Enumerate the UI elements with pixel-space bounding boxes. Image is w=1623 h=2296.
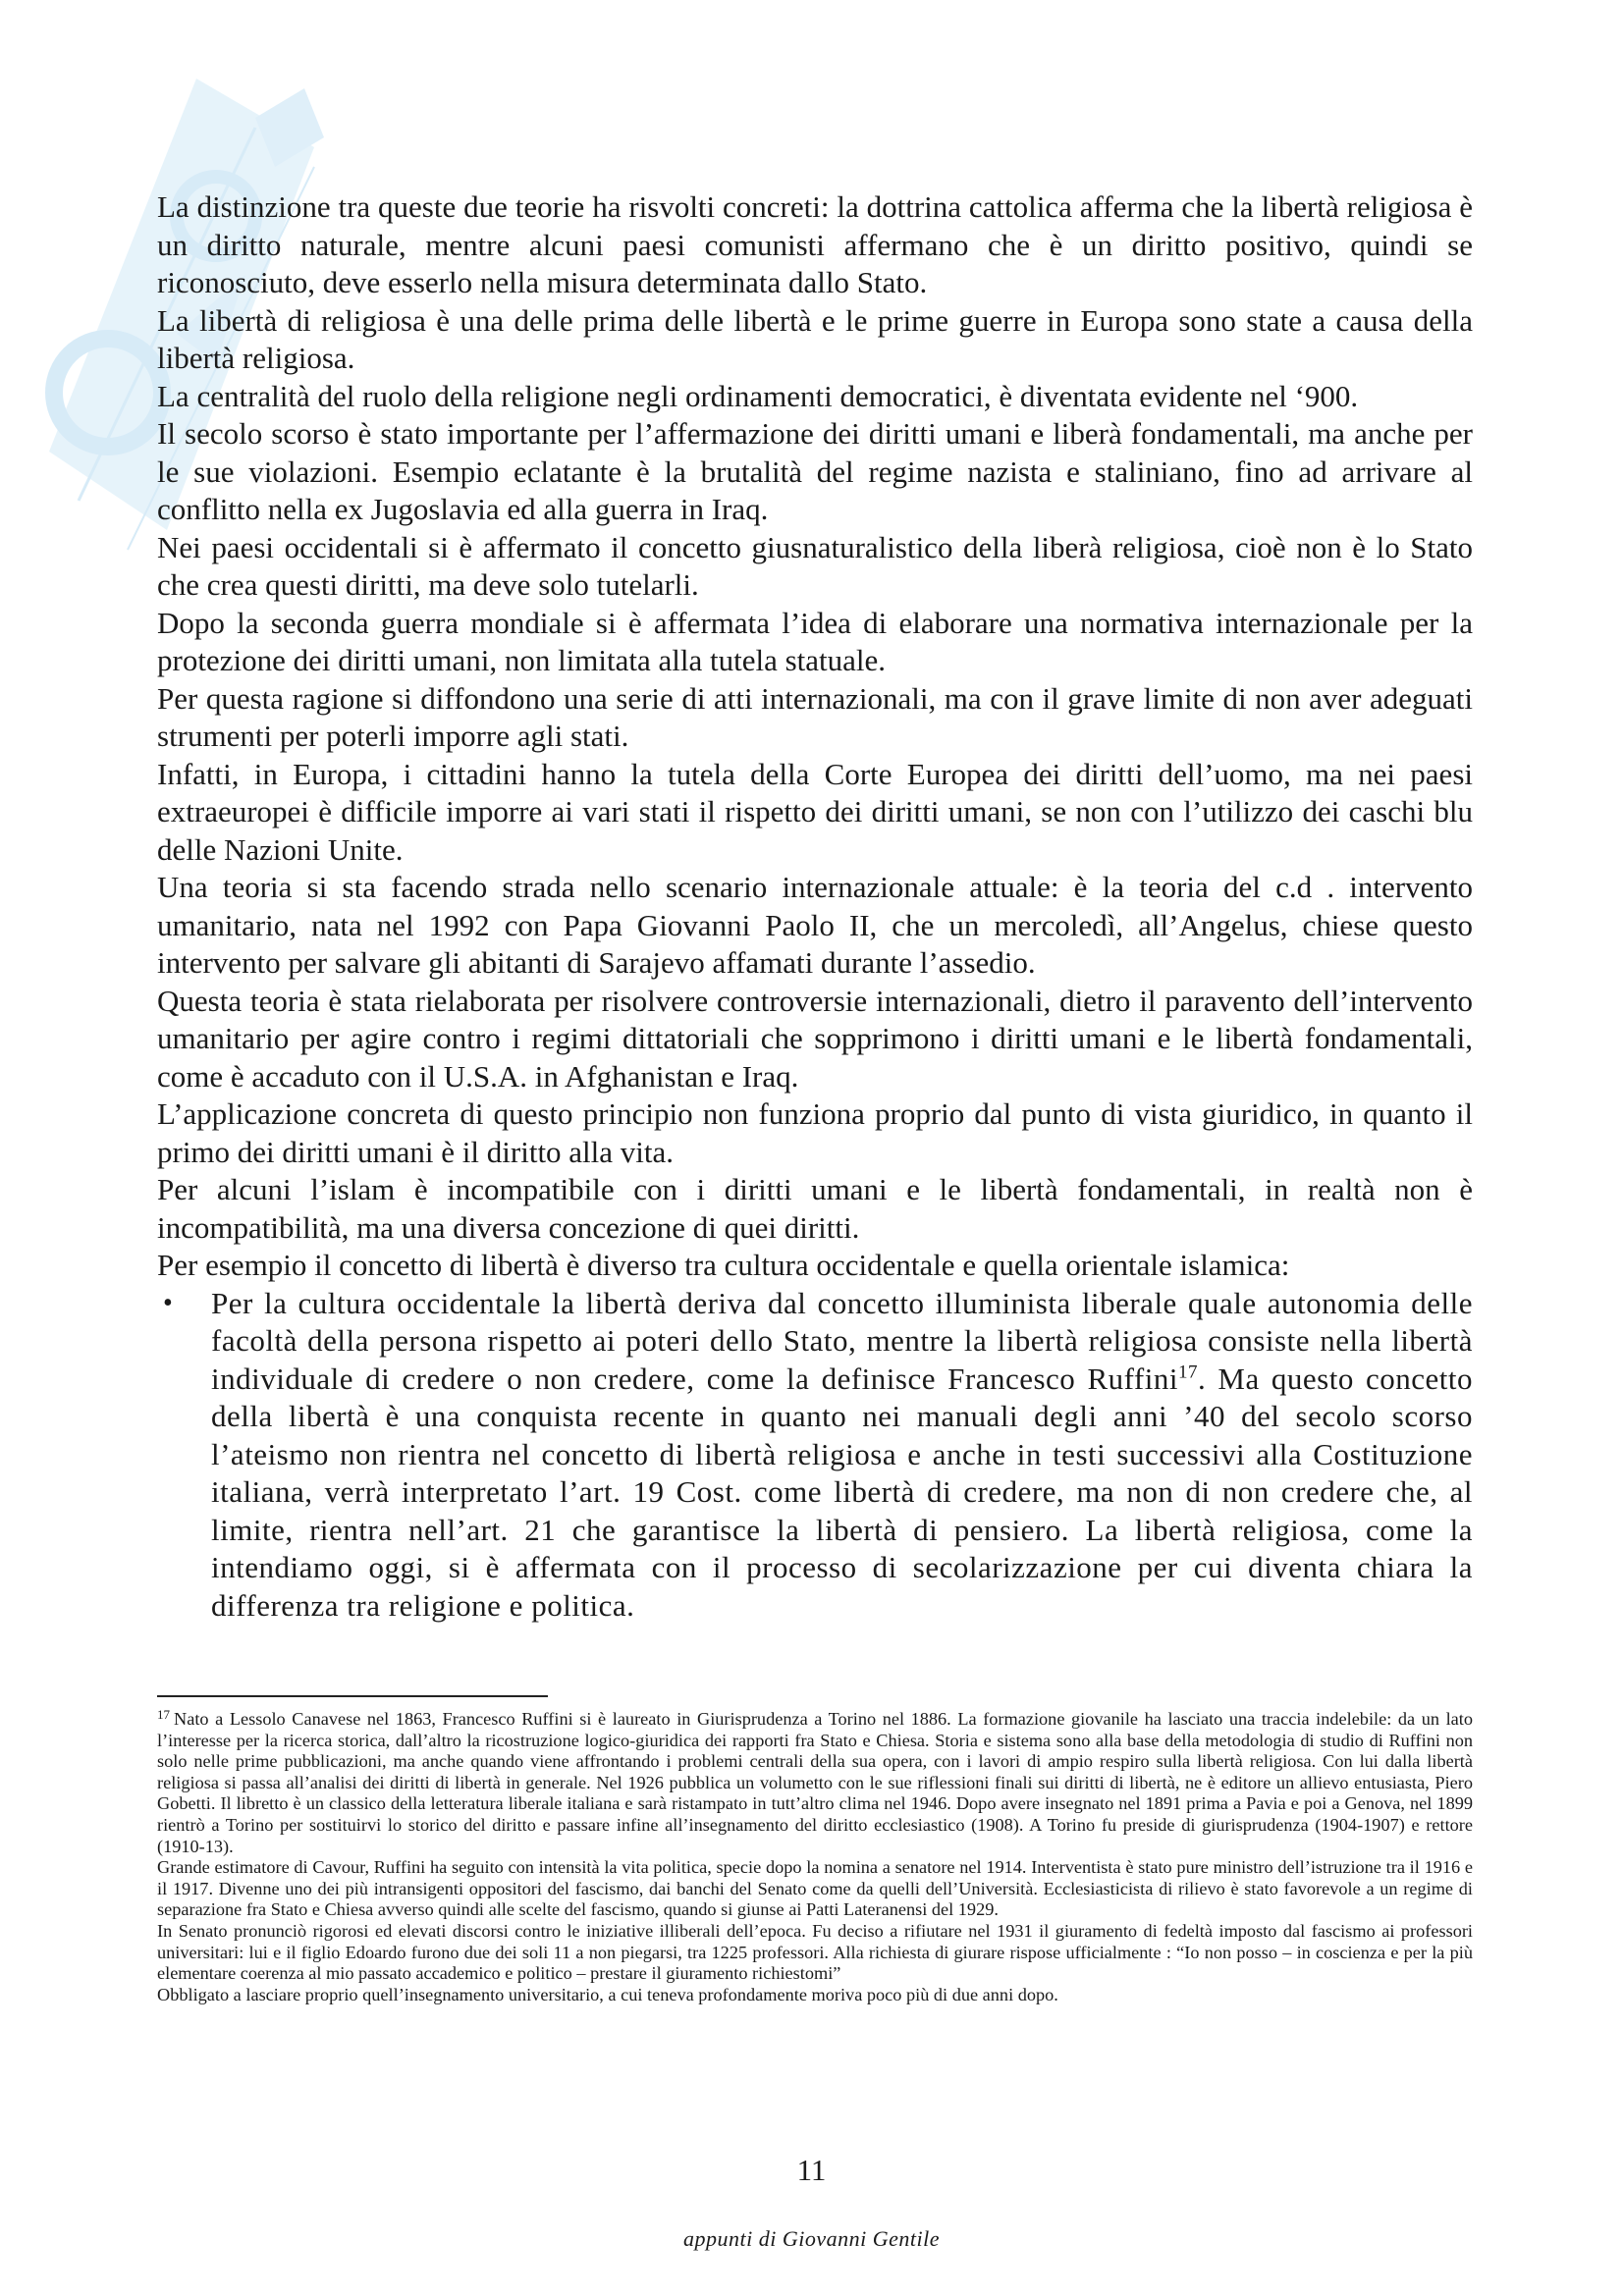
- bullet-text-part: . Ma questo concetto della libertà è una conquista recente in quanto nei manuali degli anni ’40 del secolo scorso l’ateismo non rientra nel concetto di libertà religiosa e anche in testi successivi alla Costituzione italiana, verrà interpretato l’art. 19 Cost. come libertà di credere, ma non di non credere che, al limite, rientra nell’art. 21 che garantisce la libertà di pensiero. La libertà religiosa, come la intendiamo oggi, si è affermata con il processo di secolarizzazione per cui diventa chiara la differenza tra religione e politica.: [211, 1361, 1473, 1623]
- paragraph: L’applicazione concreta di questo principio non funziona proprio dal punto di vista giuridico, in quanto il primo dei diritti umani è il diritto alla vita.: [157, 1096, 1473, 1169]
- footnote-paragraph: Grande estimatore di Cavour, Ruffini ha seguito con intensità la vita politica, specie dopo la nomina a senatore nel 1914. Interventista è stato pure ministro dell’istruzione tra il 1916 e il 1917. Divenne uno dei più intransigenti oppositori del fascismo, dai banchi del Senato come da quelli dell’Università. Ecclesiasticista di rilievo è stato favorevole a un regime di separazione fra Stato e Chiesa avverso quindi alle scelte del fascismo, quando si giunse ai Patti Lateranensi del 1929.: [157, 1857, 1473, 1920]
- paragraph: La distinzione tra queste due teorie ha risvolti concreti: la dottrina cattolica afferma che la libertà religiosa è un diritto naturale, mentre alcuni paesi comunisti affermano che è un diritto positivo, quindi se riconosciuto, deve esserlo nella misura determinata dallo Stato.: [157, 189, 1473, 299]
- bullet-text: [211, 1285, 1473, 1626]
- paragraph: Dopo la seconda guerra mondiale si è affermata l’idea di elaborare una normativa internazionale per la protezione dei diritti umani, non limitata alla tutela statuale.: [157, 605, 1473, 677]
- footnote-paragraph: [157, 1704, 1473, 1857]
- main-text: [157, 188, 1473, 1625]
- footnote-text: Nato a Lessolo Canavese nel 1863, Francesco Ruffini si è laureato in Giurisprudenza a Torino nel 1886. La formazione giovanile ha lasciato una traccia indelebile: da un lato l’interesse per la ricerca storica, dall’altro la ricostruzione logico-giuridica dei rapporti fra Stato e Chiesa. Storia e sistema sono alla base della metodologia di studio di Ruffini non solo nelle prime pubblicazioni, ma anche quando viene affrontando i problemi centrali della sua opera, con i lavori di ampio respiro sulla libertà religiosa. Con lui dalla libertà religiosa si passa all’analisi dei diritti di libertà in generale. Nel 1926 pubblica un volumetto con le sue riflessioni finali sui diritti di libertà, ne è editore un allievo entusiasta, Piero Gobetti. Il libretto è un classico della letteratura liberale italiana e sarà ristampato in tutt’altro clima nel 1946. Dopo avere insegnato nel 1891 prima a Pavia e poi a Genova, nel 1899 rientrò a Torino per sostituirvi lo storico del diritto e passare infine all’insegnamento del diritto ecclesiastico (1908). A Torino fu preside di giurisprudenza (1904-1907) e rettore (1910-13).: [157, 1709, 1473, 1856]
- bullet-text-part: Per la cultura occidentale la libertà deriva dal concetto illuminista liberale quale autonomia delle facoltà della persona rispetto ai poteri dello Stato, mentre la libertà religiosa consiste nella libertà individuale di credere o non credere, come la definisce Francesco Ruffini: [211, 1285, 1473, 1396]
- paragraph: Per questa ragione si diffondono una serie di atti internazionali, ma con il grave limite di non aver adeguati strumenti per poterli imporre agli stati.: [157, 680, 1473, 753]
- page-number: 11: [796, 2153, 827, 2187]
- paragraph: Il secolo scorso è stato importante per l’affermazione dei diritti umani e liberà fondamentali, ma anche per le sue violazioni. Esempio eclatante è la brutalità del regime nazista e staliniano, fino ad arrivare al conflitto nella ex Jugoslavia ed alla guerra in Iraq.: [157, 416, 1473, 526]
- footnote: [157, 1704, 1473, 2005]
- footnote-paragraph: Obbligato a lasciare proprio quell’insegnamento universitario, a cui teneva profondamente moriva poco più di due anni dopo.: [157, 1984, 1058, 2004]
- paragraph: Questa teoria è stata rielaborata per risolvere controversie internazionali, dietro il paravento dell’intervento umanitario per agire contro i regimi dittatoriali che sopprimono i diritti umani e le libertà fondamentali, come è accaduto con il U.S.A. in Afghanistan e Iraq.: [157, 983, 1473, 1094]
- paragraph: Una teoria si sta facendo strada nello scenario internazionale attuale: è la teoria del c.d . intervento umanitario, nata nel 1992 con Papa Giovanni Paolo II, che un mercoledì, all’Angelus, chiese questo intervento per salvare gli abitanti di Sarajevo affamati durante l’assedio.: [157, 870, 1473, 980]
- bullet-icon: •: [163, 1287, 173, 1318]
- footnote-reference[interactable]: 17: [1177, 1362, 1198, 1383]
- paragraph: Per alcuni l’islam è incompatibile con i diritti umani e le libertà fondamentali, in realtà non è incompatibilità, ma una diversa concezione di quei diritti.: [157, 1172, 1473, 1245]
- paragraph: Per esempio il concetto di libertà è diverso tra cultura occidentale e quella orientale islamica:: [157, 1248, 1290, 1282]
- paragraph: Infatti, in Europa, i cittadini hanno la tutela della Corte Europea dei diritti dell’uomo, ma nei paesi extraeuropei è difficile imporre ai vari stati il rispetto dei diritti umani, se non con l’utilizzo dei caschi blu delle Nazioni Unite.: [157, 756, 1473, 867]
- footnote-number: 17: [157, 1707, 170, 1722]
- list-item: [157, 1285, 1473, 1626]
- paragraph: La centralità del ruolo della religione negli ordinamenti democratici, è diventata evidente nel ‘900.: [157, 378, 1359, 413]
- signature: appunti di Giovanni Gentile: [683, 2226, 940, 2251]
- footnote-paragraph: In Senato pronunciò rigorosi ed elevati discorsi contro le iniziative illiberali dell’epoca. Fu deciso a rifiutare nel 1931 il giuramento di fedeltà imposto dal fascismo ai professori universitari: lui e il figlio Edoardo furono due dei soli 11 a non piegarsi, tra 1225 professori. Alla richiesta di giurare rispose ufficialmente : “Io non posso – in coscienza e per la più elementare coerenza al mio passato accademico e politico – prestare il giuramento richiestomi”: [157, 1920, 1473, 1984]
- footnote-divider: [157, 1695, 548, 1697]
- paragraph: Nei paesi occidentali si è affermato il concetto giusnaturalistico della liberà religiosa, cioè non è lo Stato che crea questi diritti, ma deve solo tutelarli.: [157, 529, 1473, 602]
- paragraph: La libertà di religiosa è una delle prima delle libertà e le prime guerre in Europa sono state a causa della libertà religiosa.: [157, 302, 1473, 375]
- bullet-list: [157, 1285, 1473, 1626]
